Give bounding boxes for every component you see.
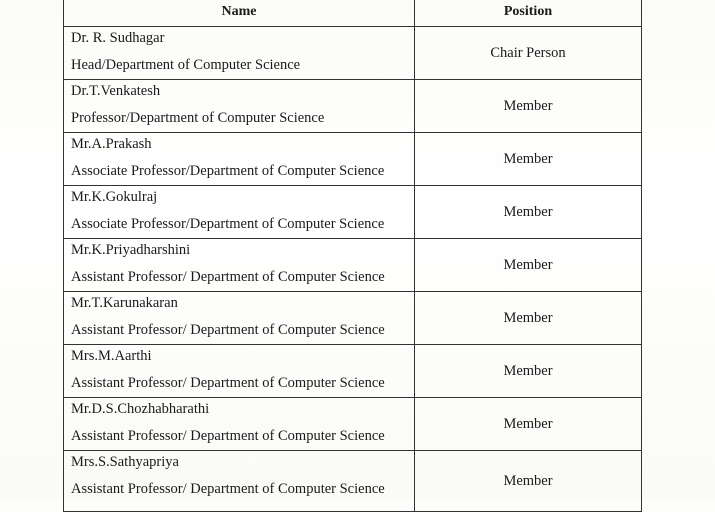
table-header-row bbox=[64, 0, 642, 27]
header-name-label: Name bbox=[221, 3, 257, 19]
name-cell bbox=[64, 345, 415, 398]
member-name: Mr.D.S.Chozhabharathi bbox=[71, 401, 210, 417]
member-name: Dr.T.Venkatesh bbox=[71, 83, 161, 99]
name-cell bbox=[64, 451, 415, 512]
header-name bbox=[64, 0, 415, 27]
member-name: Mr.A.Prakash bbox=[71, 136, 152, 152]
name-cell bbox=[64, 27, 415, 80]
header-position-label: Position bbox=[503, 3, 553, 19]
member-position: Member bbox=[415, 133, 642, 186]
table-row bbox=[64, 80, 642, 133]
table-row bbox=[64, 345, 642, 398]
member-title: Associate Professor/Department of Computer Science bbox=[71, 163, 385, 179]
member-position: Member bbox=[415, 186, 642, 239]
member-title: Professor/Department of Computer Science bbox=[71, 110, 325, 126]
member-position: Member bbox=[415, 451, 642, 512]
member-name: Mrs.S.Sathyapriya bbox=[71, 454, 179, 470]
member-position: Member bbox=[415, 345, 642, 398]
table-row bbox=[64, 398, 642, 451]
table-row bbox=[64, 292, 642, 345]
table-row bbox=[64, 451, 642, 512]
table-row bbox=[64, 239, 642, 292]
member-name: Mr.K.Priyadharshini bbox=[71, 242, 191, 258]
name-cell bbox=[64, 292, 415, 345]
name-cell bbox=[64, 80, 415, 133]
member-position: Chair Person bbox=[415, 27, 642, 80]
member-position: Member bbox=[415, 398, 642, 451]
name-cell bbox=[64, 186, 415, 239]
member-position: Member bbox=[415, 292, 642, 345]
name-cell bbox=[64, 398, 415, 451]
member-title: Assistant Professor/ Department of Computer Science bbox=[71, 481, 385, 497]
member-title: Head/Department of Computer Science bbox=[71, 57, 301, 73]
member-name: Dr. R. Sudhagar bbox=[71, 30, 165, 46]
table-row bbox=[64, 27, 642, 80]
member-position: Member bbox=[415, 239, 642, 292]
member-name: Mrs.M.Aarthi bbox=[71, 348, 152, 364]
committee-table bbox=[63, 0, 642, 512]
member-position: Member bbox=[415, 80, 642, 133]
header-position bbox=[415, 0, 642, 27]
member-title: Assistant Professor/ Department of Computer Science bbox=[71, 428, 385, 444]
member-name: Mr.K.Gokulraj bbox=[71, 189, 158, 205]
member-title: Assistant Professor/ Department of Computer Science bbox=[71, 375, 385, 391]
member-title: Assistant Professor/ Department of Computer Science bbox=[71, 322, 385, 338]
table-row bbox=[64, 133, 642, 186]
member-name: Mr.T.Karunakaran bbox=[71, 295, 178, 311]
member-title: Assistant Professor/ Department of Computer Science bbox=[71, 269, 385, 285]
name-cell bbox=[64, 239, 415, 292]
name-cell bbox=[64, 133, 415, 186]
member-title: Associate Professor/Department of Computer Science bbox=[71, 216, 385, 232]
table-row bbox=[64, 186, 642, 239]
